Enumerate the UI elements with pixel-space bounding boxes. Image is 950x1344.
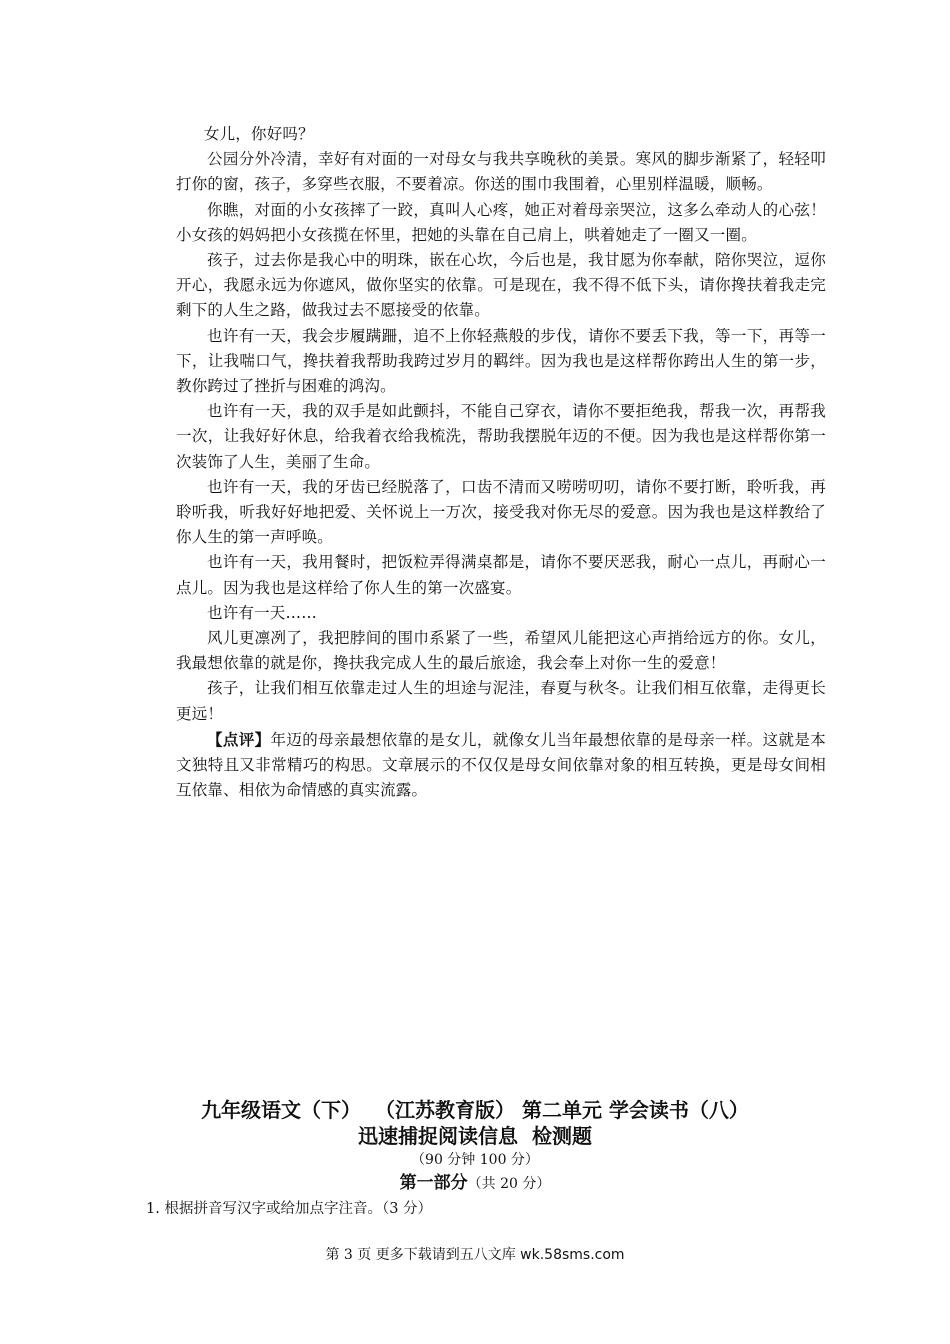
essay-greeting: 女儿，你好吗？ [203, 125, 314, 143]
essay-paragraph: 公园分外冷清，幸好有对面的一对母女与我共享晚秋的美景。寒风的脚步渐紧了，轻轻叩打你的窗，孩子，多穿些衣服，不要着凉。你送的围巾我围着，心里别样温暖，顺畅。 [176, 150, 826, 194]
essay-comment [176, 727, 826, 804]
part-heading [0, 1172, 950, 1195]
essay-paragraph: 也许有一天，我的牙齿已经脱落了，口齿不清而又唠唠叨叨，请你不要打断，聆听我，再聆听我，听我好好地把爱、关怀说上一万次，接受我对你无尽的爱意。因为我也是这样教给了你人生的第一声呼唤。 [176, 477, 826, 547]
page-footer [0, 1245, 950, 1265]
exam-time-score: （90 分钟 100 分） [411, 1152, 539, 1168]
footer-site-link[interactable]: wk.58sms.com [520, 1247, 625, 1263]
essay-paragraph: 也许有一天，我会步履蹒跚，追不上你轻燕般的步伐，请你不要丢下我，等一下，再等一下，让我喘口气，搀扶着我帮助我跨过岁月的羁绊。因为我也是这样帮你跨出人生的第一步，教你跨过了挫折与困难的鸿沟。 [176, 326, 826, 396]
question-1: 1. 根据拼音写汉字或给加点字注音。（3 分） [146, 1201, 433, 1217]
essay-paragraph: 孩子，让我们相互依靠走过人生的坦途与泥洼，春夏与秋冬。让我们相互依靠，走得更长更远！ [176, 679, 826, 723]
comment-label: 【点评】 [207, 729, 271, 749]
comment-text: 年迈的母亲最想依靠的是女儿，就像女儿当年最想依靠的是母亲一样。这就是本文独特且又非常精巧的构思。文章展示的不仅仅是母女间依靠对象的相互转换，更是母女间相互依靠、相依为命情感的真实流露。 [176, 730, 826, 800]
essay-paragraph: 风儿更凛冽了，我把脖间的围巾系紧了一些，希望风儿能把这心声捎给远方的你。女儿，我最想依靠的就是你，搀扶我完成人生的最后旅途，我会奉上对你一生的爱意！ [176, 629, 826, 673]
essay-paragraph: 你瞧，对面的小女孩摔了一跤，真叫人心疼，她正对着母亲哭泣，这多么牵动人的心弦！小女孩的妈妈把小女孩揽在怀里，把她的头靠在自己肩上，哄着她走了一圈又一圈。 [176, 200, 826, 244]
footer-page-text: 第 3 页 更多下载请到五八文库 [325, 1247, 521, 1263]
exam-title-line1: 九年级语文（下） （江苏教育版） 第二单元 学会读书（八） [201, 1098, 749, 1122]
exam-title-line2: 迅速捕捉阅读信息 检测题 [358, 1124, 592, 1148]
essay-paragraph: 也许有一天，我的双手是如此颤抖，不能自己穿衣，请你不要拒绝我，帮我一次，再帮我一次，让我好好休息，给我着衣给我梳洗，帮助我摆脱年迈的不便。因为我也是这样帮你第一次装饰了人生，美丽了生命。 [176, 402, 826, 471]
essay-body [176, 122, 826, 803]
part-name: 第一部分 [399, 1173, 468, 1193]
essay-paragraph: 也许有一天，我用餐时，把饭粒弄得满桌都是，请你不要厌恶我，耐心一点儿，再耐心一点儿。因为我也是这样给了你人生的第一次盛宴。 [176, 553, 826, 597]
part-score: （共 20 分） [467, 1176, 551, 1192]
essay-paragraph: 也许有一天…… [207, 603, 317, 622]
essay-paragraph: 孩子，过去你是我心中的明珠，嵌在心坎，今后也是，我甘愿为你奉献，陪你哭泣，逗你开心，我愿永远为你遮风，做你坚实的依靠。可是现在，我不得不低下头，请你搀扶着我走完剩下的人生之路，做我过去不愿接受的依靠。 [176, 251, 826, 320]
